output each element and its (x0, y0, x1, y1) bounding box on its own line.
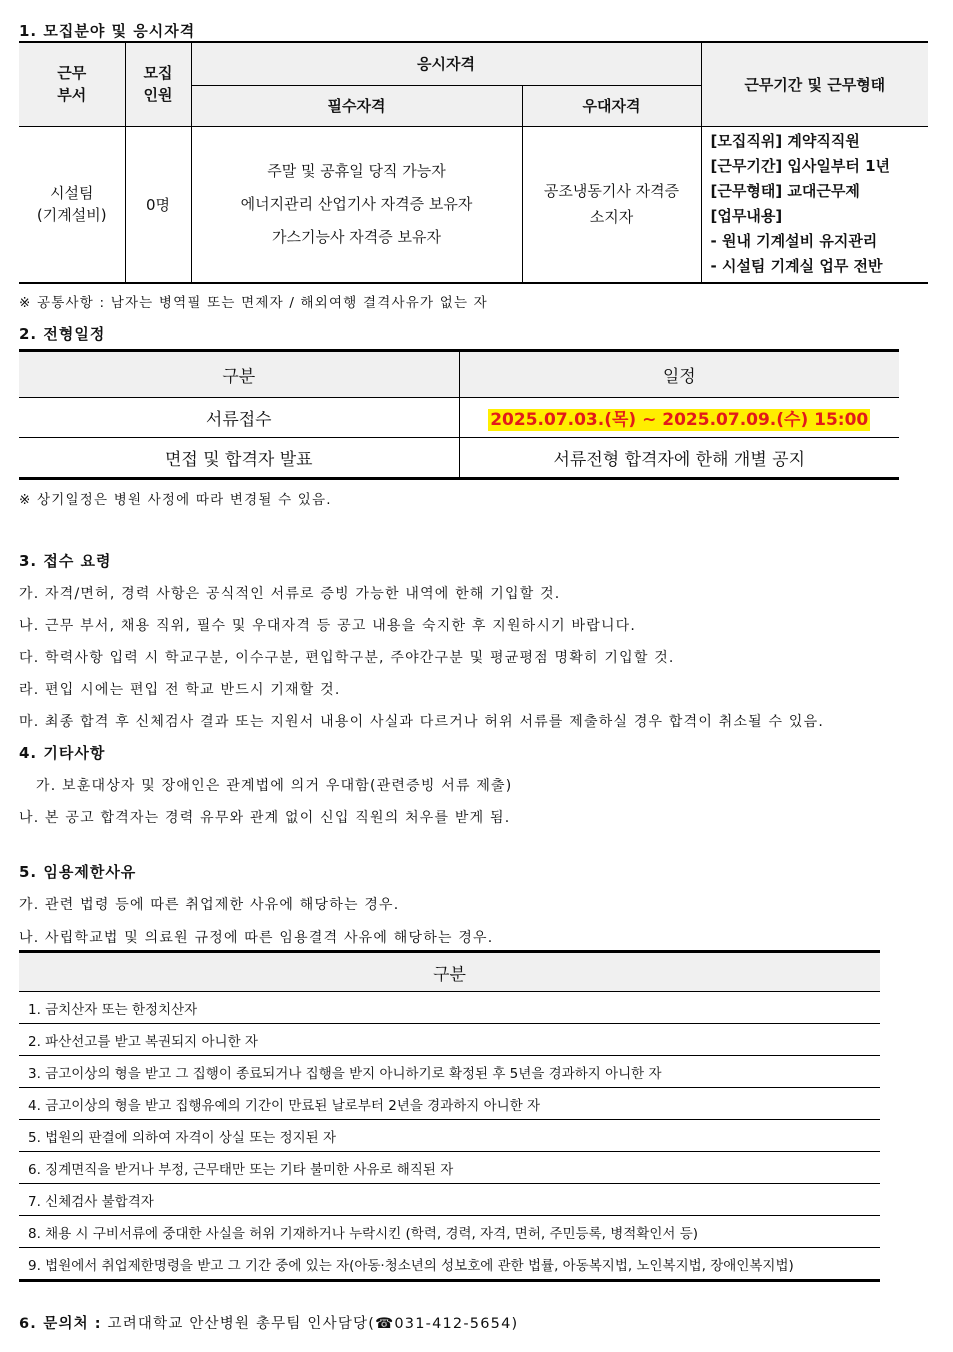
contact-phone: 031-412-5654) (394, 1316, 519, 1332)
table-row: 5. 법원의 판결에 의하여 자격이 상실 또는 정지된 자 (19, 1120, 880, 1152)
contact-text: 고려대학교 안산병원 총무팀 인사담당( (107, 1316, 376, 1332)
header-required: 필수자격 (191, 85, 522, 126)
schedule-row-label: 면접 및 합격자 발표 (19, 438, 459, 479)
other-item: 가. 보훈대상자 및 장애인은 관계법에 의거 우대함(관련증빙 서류 제출) (36, 778, 513, 794)
terms-item: [업무내용] (710, 207, 783, 226)
terms-item: - 원내 기계설비 유지관리 (710, 232, 878, 251)
schedule-note: ※ 상기일정은 병원 사정에 따라 변경될 수 있음. (19, 492, 332, 508)
contact-colon: : (94, 1316, 102, 1332)
application-item: 다. 학력사항 입력 시 학교구분, 이수구분, 편입학구분, 주야간구분 및 평균평점 명확히 기입할 것. (19, 650, 675, 666)
required-list (191, 126, 522, 283)
section6-heading: 6. 문의처 (19, 1316, 89, 1332)
terms-item: - 시설팀 기계실 업무 전반 (710, 257, 883, 276)
table-row: 1. 금치산자 또는 한정치산자 (19, 992, 880, 1024)
table-row: 7. 신체검사 불합격자 (19, 1184, 880, 1216)
header-preferred: 우대자격 (522, 85, 701, 126)
section5-heading: 5. 임용제한사유 (19, 863, 137, 881)
recruitment-table (19, 41, 928, 284)
application-item: 라. 편입 시에는 편입 전 학교 반드시 기재할 것. (19, 682, 341, 698)
disqualification-table (19, 950, 880, 1282)
terms-list (701, 126, 928, 283)
header-dept: 근무 부서 (19, 42, 125, 126)
disqualification-header: 구분 (19, 952, 880, 992)
restriction-item: 나. 사립학교법 및 의료원 규정에 따른 임용결격 사유에 해당하는 경우. (19, 930, 494, 946)
section1-heading: 1. 모집분야 및 응시자격 (19, 22, 196, 40)
terms-item: [근무형태] 교대근무제 (710, 182, 860, 201)
restriction-item: 가. 관련 법령 등에 따른 취업제한 사유에 해당하는 경우. (19, 897, 400, 913)
application-item: 마. 최종 합격 후 신체검사 결과 또는 지원서 내용이 사실과 다르거나 허위 서류를 제출하실 경우 합격이 취소될 수 있음. (19, 714, 825, 730)
schedule-row-value: 서류전형 합격자에 한해 개별 공지 (459, 438, 899, 479)
table-row: 6. 징계면직을 받거나 부정, 근무태만 또는 기타 불미한 사유로 해직된 자 (19, 1152, 880, 1184)
table-row: 2. 파산선고를 받고 복권되지 아니한 자 (19, 1024, 880, 1056)
table-row: 9. 법원에서 취업제한명령을 받고 그 기간 중에 있는 자(아동·청소년의 성보호에 관한 법률, 아동복지법, 노인복지법, 장애인복지법) (19, 1248, 880, 1281)
section3-heading: 3. 접수 요령 (19, 552, 112, 570)
header-count: 모집 인원 (125, 42, 191, 126)
required-item: 주말 및 공휴일 당직 가능자 (267, 161, 446, 180)
header-qualification: 응시자격 (191, 42, 701, 85)
application-period-highlight: 2025.07.03.(목) ~ 2025.07.09.(수) 15:00 (490, 410, 869, 430)
count-value: 0명 (125, 126, 191, 283)
phone-icon: ☎ (375, 1316, 395, 1332)
schedule-row-value (459, 398, 899, 438)
schedule-header-category: 구분 (19, 351, 459, 398)
application-item: 가. 자격/면허, 경력 사항은 공식적인 서류로 증빙 가능한 내역에 한해 기입할 것. (19, 586, 561, 602)
preferred-value: 공조냉동기사 자격증 소지자 (522, 126, 701, 283)
application-item: 나. 근무 부서, 채용 직위, 필수 및 우대자격 등 공고 내용을 숙지한 후 지원하시기 바랍니다. (19, 618, 637, 634)
header-period: 근무기간 및 근무형태 (701, 42, 928, 126)
other-item: 나. 본 공고 합격자는 경력 유무와 관계 없이 신입 직원의 처우를 받게 됨. (19, 810, 511, 826)
section2-heading: 2. 전형일정 (19, 325, 106, 343)
required-item: 가스기능사 자격증 보유자 (272, 227, 441, 246)
terms-item: [근무기간] 입사일부터 1년 (710, 157, 890, 176)
table-row: 3. 금고이상의 형을 받고 그 집행이 종료되거나 집행을 받지 아니하기로 확정된 후 5년을 경과하지 아니한 자 (19, 1056, 880, 1088)
required-item: 에너지관리 산업기사 자격증 보유자 (240, 194, 473, 213)
schedule-row-label: 서류접수 (19, 398, 459, 438)
table-row: 8. 채용 시 구비서류에 중대한 사실을 허위 기재하거나 누락시킨 (학력, 경력, 자격, 면허, 주민등록, 병적확인서 등) (19, 1216, 880, 1248)
section4-heading: 4. 기타사항 (19, 744, 106, 762)
schedule-table (19, 349, 899, 480)
schedule-header-date: 일정 (459, 351, 899, 398)
common-note: ※ 공통사항 : 남자는 병역필 또는 면제자 / 해외여행 결격사유가 없는 자 (19, 295, 488, 311)
table-row: 4. 금고이상의 형을 받고 집행유예의 기간이 만료된 날로부터 2년을 경과하지 아니한 자 (19, 1088, 880, 1120)
contact-line (19, 1312, 518, 1333)
terms-item: [모집직위] 계약직직원 (710, 132, 860, 151)
dept-value: 시설팀 (기계설비) (19, 126, 125, 283)
